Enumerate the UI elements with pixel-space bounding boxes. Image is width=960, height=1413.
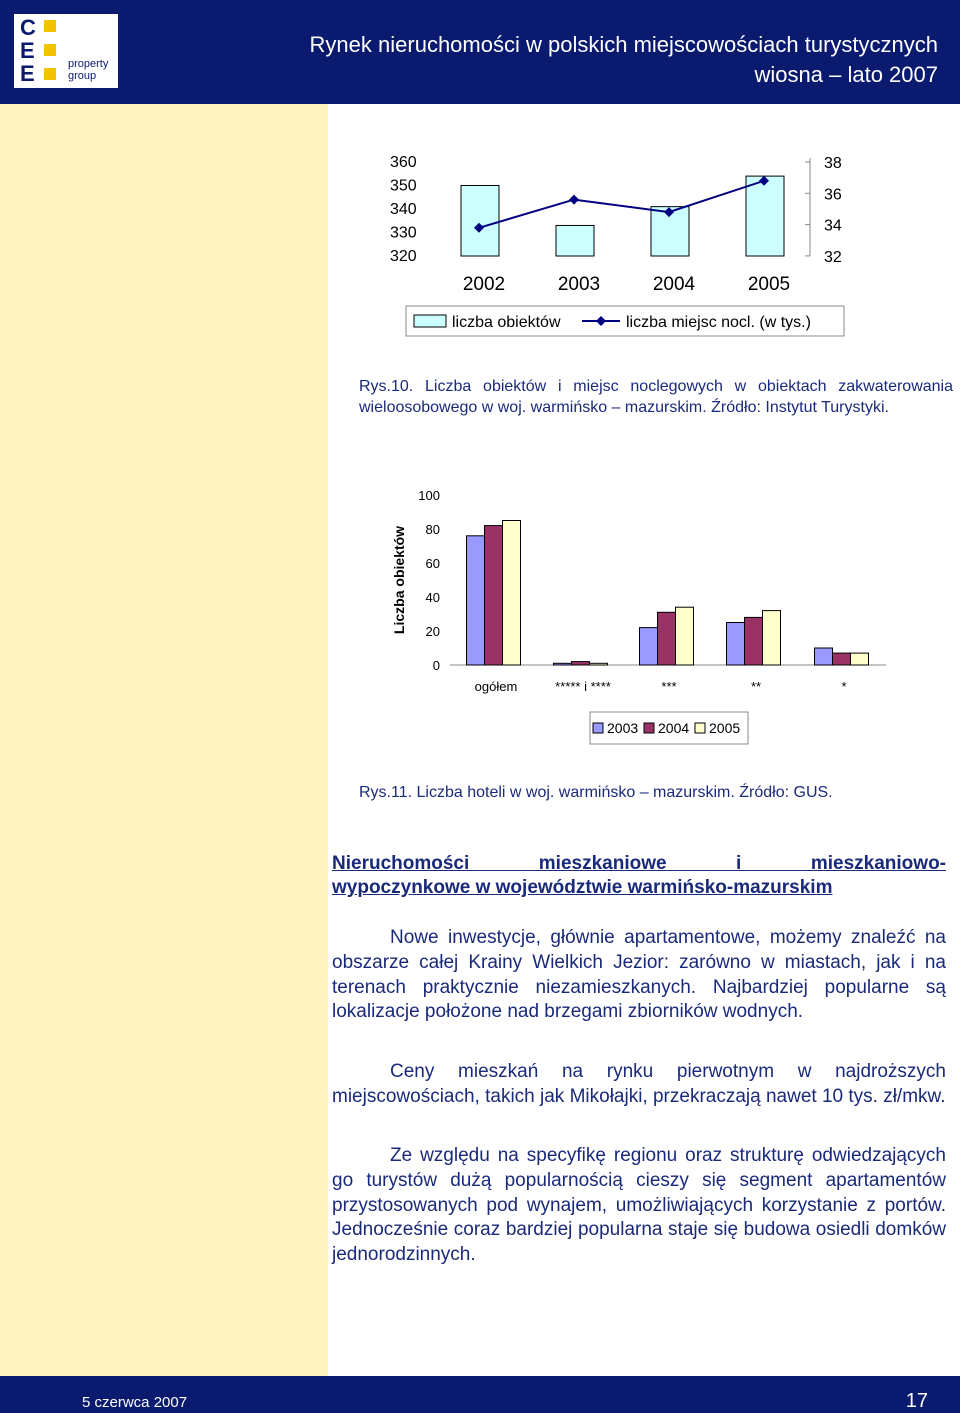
logo-text-line1: property — [68, 58, 109, 70]
paragraph-2-text: Ceny mieszkań na rynku pierwotnym w najdroższych miejscowościach, takich jak Mikołajki, przekraczają nawet 10 tys. zł/mkw. — [332, 1061, 946, 1107]
legend-swatch-bar — [414, 315, 446, 327]
legend-label-2004: 2004 — [658, 720, 690, 736]
bar-2003-4 — [815, 648, 833, 665]
legend-label-2005: 2005 — [709, 720, 741, 736]
bar-2003-2 — [640, 628, 658, 665]
bar-series — [461, 176, 784, 256]
bar-2005-2 — [676, 607, 694, 665]
paragraph-3-text: Ze względu na specyfikę regionu oraz strukturę odwiedzających go turystów dużą popularnością cieszy się segment apartamentów przystosowanych pod wynajem, umożliwiających korzystanie z portów. Jednocześnie coraz bardziej popularna staje się budowa osiedli domków jednorodzinnych. — [332, 1145, 946, 1266]
paragraph-1-text: Nowe inwestycje, głównie apartamentowe, możemy znaleźć na obszarze całej Krainy Wielkich Jezior: zarówno w miastach, jak i na terenach praktycznie niezamieszkanych. Najbardziej popularne są lokalizacje położone nad brzegami zbiorników wodnych. — [332, 927, 946, 1023]
category-label: 2004 — [652, 274, 696, 295]
bar-2002 — [461, 186, 499, 257]
bar-2005-0 — [503, 521, 521, 666]
bar-2005-1 — [590, 663, 608, 665]
logo-text — [68, 58, 108, 82]
figure-caption-rys11: Rys.11. Liczba hoteli w woj. warmińsko – mazurskim. Źródło: GUS. — [359, 784, 833, 801]
bar-2004-0 — [485, 526, 503, 665]
category-label: 2003 — [557, 274, 601, 295]
logo-square — [44, 68, 56, 80]
logo-letters — [20, 16, 64, 85]
logo-letter-e1: E — [20, 38, 35, 63]
y-tick-label: 40 — [425, 590, 440, 605]
logo-letter-c: C — [20, 15, 36, 40]
left-tick-label: 340 — [390, 201, 417, 218]
document-title-line1: Rynek nieruchomości w polskich miejscowościach turystycznych — [309, 32, 938, 57]
logo-square — [44, 44, 56, 56]
y-tick-label: 100 — [418, 488, 440, 503]
page-header — [0, 0, 960, 104]
chart-legend — [590, 712, 748, 744]
right-axis — [805, 155, 842, 266]
bar-2003 — [556, 225, 594, 256]
category-label: ***** i **** — [555, 679, 611, 694]
document-title — [310, 30, 938, 90]
bar-2005-3 — [763, 611, 781, 665]
paragraph-2 — [332, 1060, 946, 1110]
legend-label-line: liczba miejsc nocl. (w tys.) — [626, 314, 811, 331]
legend-swatch-2005 — [695, 723, 705, 733]
line-path — [479, 181, 764, 228]
category-label: 2005 — [747, 274, 791, 295]
bar-2003-1 — [554, 663, 572, 665]
category-label: *** — [661, 679, 677, 694]
legend-label-2003: 2003 — [607, 720, 639, 736]
bar-2004-3 — [745, 617, 763, 665]
bar-2005 — [746, 176, 784, 256]
bar-2004-2 — [658, 612, 676, 665]
legend-swatch-2003 — [593, 723, 603, 733]
paragraph-1 — [332, 926, 946, 1025]
bar-2003-0 — [467, 536, 485, 665]
logo-square — [44, 20, 56, 32]
category-labels — [475, 679, 847, 694]
bar-2004-1 — [572, 662, 590, 665]
legend-swatch-2004 — [644, 723, 654, 733]
y-axis-ticks — [418, 488, 440, 673]
y-tick-label: 60 — [425, 556, 440, 571]
chart-legend — [406, 306, 844, 336]
right-tick-label: 36 — [824, 186, 842, 204]
bar-2003-3 — [727, 623, 745, 666]
left-tick-label: 330 — [390, 224, 417, 242]
bar-2005-4 — [851, 653, 869, 665]
page-number: 17 — [905, 1390, 928, 1412]
figure-caption-rys10: Rys.10. Liczba obiektów i miejsc noclegowych w obiektach zakwaterowania wieloosobowego w woj. warmińsko – mazurskim. Źródło: Instytut Turystyki. — [359, 378, 953, 416]
footer-date: 5 czerwca 2007 — [82, 1394, 188, 1411]
y-tick-label: 0 — [432, 658, 440, 673]
category-labels — [463, 274, 790, 295]
page-footer — [0, 1376, 960, 1413]
category-label: ogółem — [474, 679, 518, 694]
sidebar-band — [0, 104, 328, 1376]
bar-2004-4 — [833, 653, 851, 665]
chart-hotels — [380, 480, 900, 750]
legend-label-bar: liczba obiektów — [452, 314, 561, 331]
section-title — [332, 852, 946, 900]
bar-groups — [467, 521, 869, 666]
logo-text-line2: group — [68, 70, 97, 82]
category-label: * — [841, 679, 847, 694]
company-logo — [14, 14, 118, 88]
right-tick-label: 32 — [824, 248, 842, 266]
y-tick-label: 20 — [425, 624, 440, 639]
left-tick-label: 360 — [390, 154, 417, 171]
left-tick-label: 320 — [390, 248, 417, 265]
line-point-2003 — [569, 195, 579, 205]
line-series — [474, 176, 769, 233]
right-tick-label: 34 — [824, 217, 842, 235]
chart-objects-and-beds — [380, 146, 860, 342]
document-title-line2: wiosna – lato 2007 — [754, 62, 938, 87]
y-tick-label: 80 — [425, 522, 440, 537]
section-title-line2: wypoczynkowe w województwie warmińsko-mazurskim — [332, 877, 833, 898]
section-title-line1: Nieruchomości mieszkaniowe i mieszkaniowo- — [332, 853, 946, 874]
left-tick-label: 350 — [390, 177, 417, 195]
logo-letter-e2: E — [20, 61, 35, 86]
right-tick-label: 38 — [824, 155, 842, 172]
category-label: ** — [750, 679, 762, 694]
paragraph-3 — [332, 1144, 946, 1268]
y-axis-label: Liczba obiektów — [391, 525, 407, 635]
left-axis-ticks — [390, 154, 417, 265]
category-label: 2002 — [462, 274, 506, 295]
